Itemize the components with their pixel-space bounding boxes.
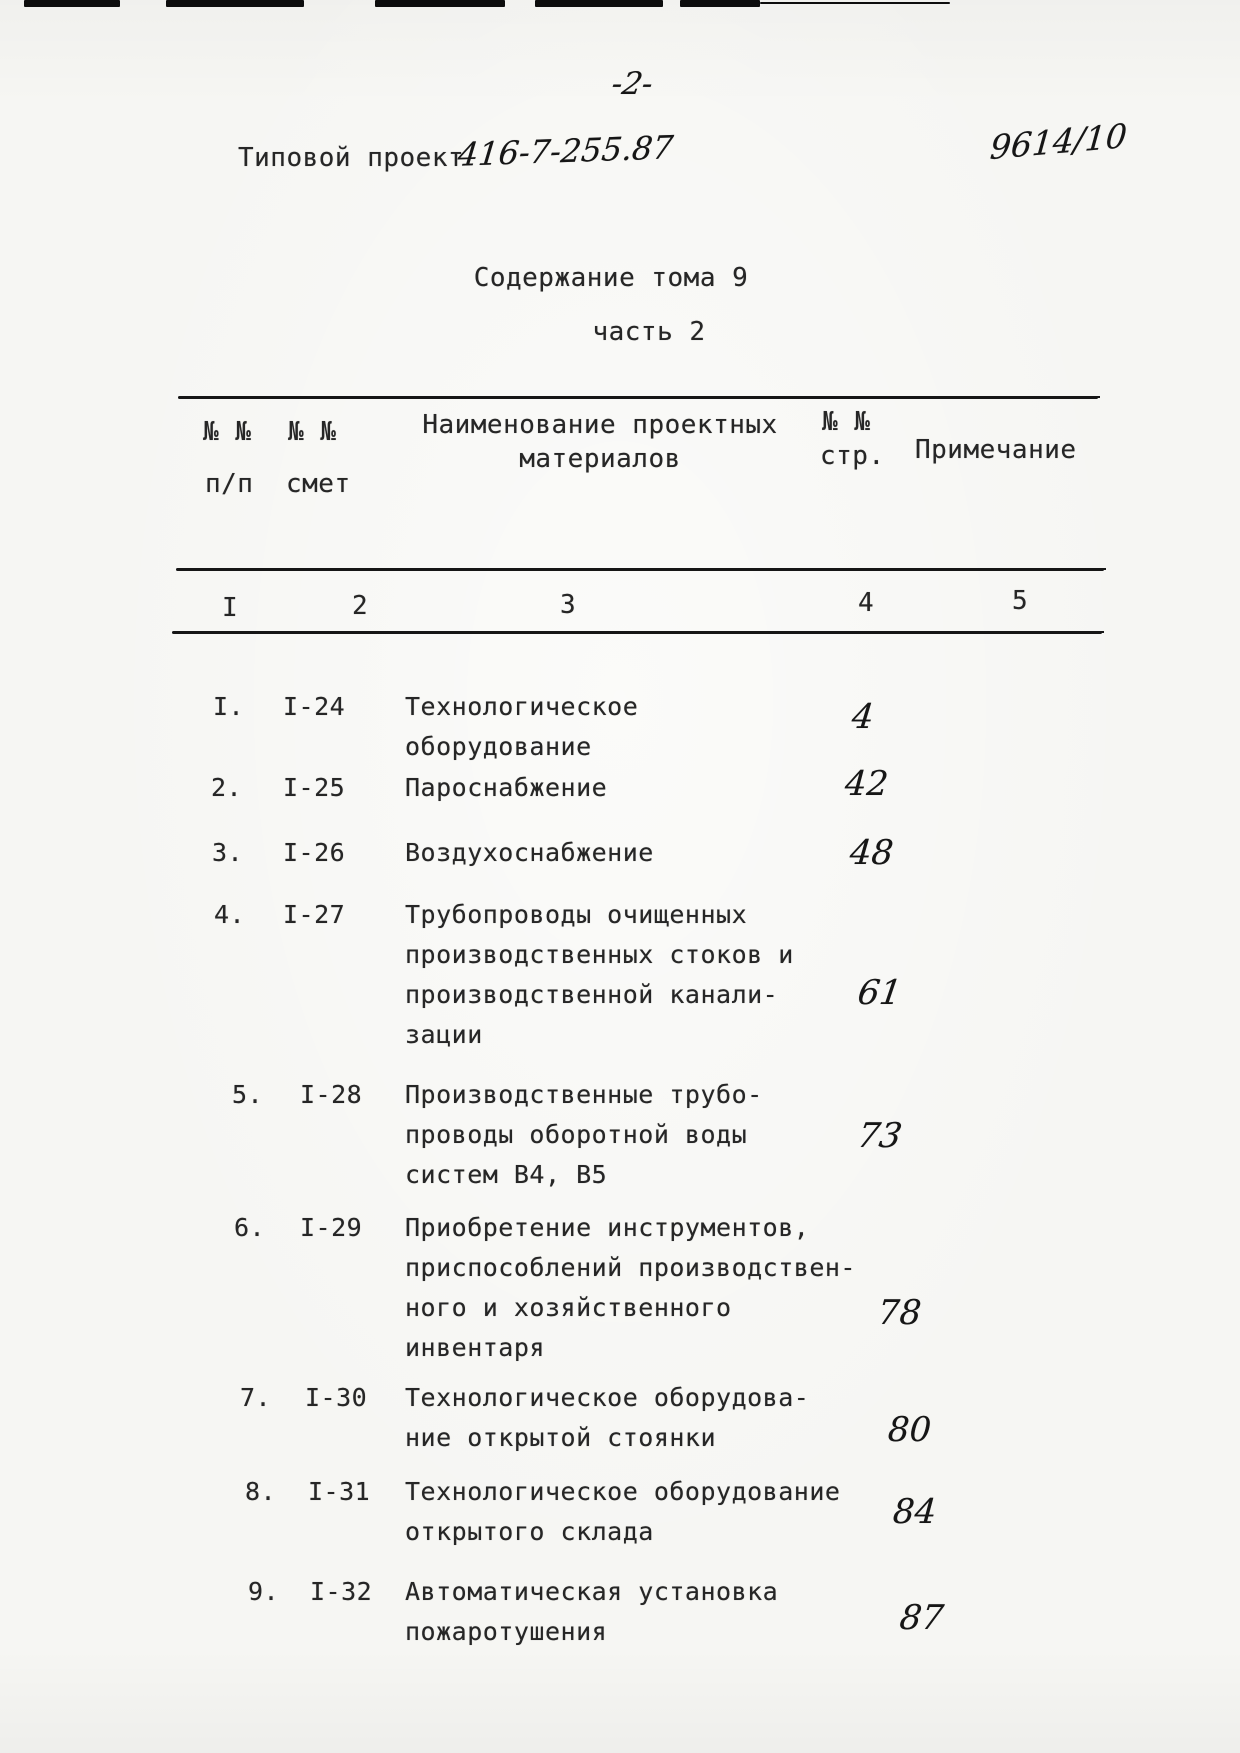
material-name <box>405 687 638 767</box>
col-name-header-line1: Наименование проектных <box>422 410 778 440</box>
col-page-header-line1: № № <box>822 407 871 437</box>
row-number: 7. <box>240 1383 272 1412</box>
material-name <box>405 768 607 808</box>
row-number: 2. <box>211 773 243 802</box>
material-name-line: инвентаря <box>405 1333 545 1362</box>
material-name-line: Приобретение инструментов, <box>405 1213 810 1242</box>
material-name-line: производственных стоков и <box>405 940 794 969</box>
row-number: 8. <box>245 1477 277 1506</box>
page-ref: 48 <box>848 833 896 873</box>
col-page-header-line2: стр. <box>820 441 885 471</box>
column-index-5: 5 <box>1012 586 1029 616</box>
row-number: 6. <box>234 1213 266 1242</box>
material-name-line: Производственные трубо- <box>405 1080 763 1109</box>
material-name-line: Автоматическая установка <box>405 1577 779 1606</box>
sheet-number: -2- <box>608 66 656 102</box>
page-ref: 78 <box>876 1293 923 1333</box>
material-name-line: производственной канали- <box>405 980 779 1009</box>
material-name <box>405 1208 856 1368</box>
page-ref: 61 <box>855 973 905 1013</box>
material-name-line: ние открытой стоянки <box>405 1423 717 1452</box>
material-name-line: открытого склада <box>405 1517 654 1546</box>
material-name-line: проводы оборотной воды <box>405 1120 748 1149</box>
estimate-number: I-29 <box>300 1213 363 1242</box>
row-number: 5. <box>232 1080 264 1109</box>
material-name-line: Технологическое оборудова- <box>405 1383 810 1412</box>
row-number: 3. <box>212 838 244 867</box>
material-name-line: Технологическое оборудование <box>405 1477 841 1506</box>
material-name-line: оборудование <box>405 732 592 761</box>
material-name-line: систем В4, В5 <box>405 1160 608 1189</box>
material-name <box>405 1378 809 1458</box>
column-index-3: 3 <box>560 590 577 620</box>
material-name-line: Трубопроводы очищенных <box>405 900 748 929</box>
col-name-header-line2: материалов <box>519 444 681 474</box>
row-number: 4. <box>214 900 246 929</box>
material-name-line: Пароснабжение <box>405 773 608 802</box>
column-index-1: I <box>222 593 239 623</box>
project-number: 416-7-255.87 <box>456 128 675 174</box>
column-index-2: 2 <box>352 591 369 621</box>
page-subtitle: часть 2 <box>592 317 706 347</box>
estimate-number: I-28 <box>300 1080 363 1109</box>
material-name-line: приспособлений производствен- <box>405 1253 856 1282</box>
estimate-number: I-31 <box>308 1477 371 1506</box>
estimate-number: I-24 <box>283 692 346 721</box>
col-npp-header-line1: № № <box>203 417 252 447</box>
table-rule-under-index <box>172 631 1102 634</box>
material-name-line: ного и хозяйственного <box>405 1293 732 1322</box>
material-name-line: Технологическое <box>405 692 639 721</box>
col-note-header: Примечание <box>915 435 1077 465</box>
project-label: Типовой проект <box>238 143 465 173</box>
material-name-line: Воздухоснабжение <box>405 838 654 867</box>
material-name <box>405 1572 778 1652</box>
table-rule-mid <box>176 568 1104 571</box>
page-ref: 4 <box>849 697 876 737</box>
column-index-4: 4 <box>858 588 875 618</box>
material-name <box>405 1075 763 1195</box>
page-ref: 87 <box>897 1598 946 1638</box>
row-number: I. <box>213 692 245 721</box>
page-ref: 42 <box>843 764 890 804</box>
col-npp-header-line2: п/п <box>205 469 254 499</box>
col-smet-header-line2: смет <box>286 469 351 499</box>
doc-number: 9614/10 <box>988 115 1129 168</box>
material-name <box>405 895 794 1055</box>
table-rule-top <box>178 396 1098 399</box>
page-ref: 80 <box>886 1410 933 1450</box>
page-ref: 84 <box>891 1492 938 1532</box>
estimate-number: I-30 <box>305 1383 368 1412</box>
material-name <box>405 833 654 873</box>
estimate-number: I-26 <box>283 838 346 867</box>
row-number: 9. <box>248 1577 280 1606</box>
estimate-number: I-32 <box>310 1577 373 1606</box>
estimate-number: I-25 <box>283 773 346 802</box>
page-title: Содержание тома 9 <box>473 263 749 293</box>
page-ref: 73 <box>854 1116 905 1156</box>
material-name-line: зации <box>405 1020 483 1049</box>
estimate-number: I-27 <box>283 900 346 929</box>
material-name-line: пожаротушения <box>405 1617 608 1646</box>
material-name <box>405 1472 840 1552</box>
col-smet-header-line1: № № <box>288 417 337 447</box>
